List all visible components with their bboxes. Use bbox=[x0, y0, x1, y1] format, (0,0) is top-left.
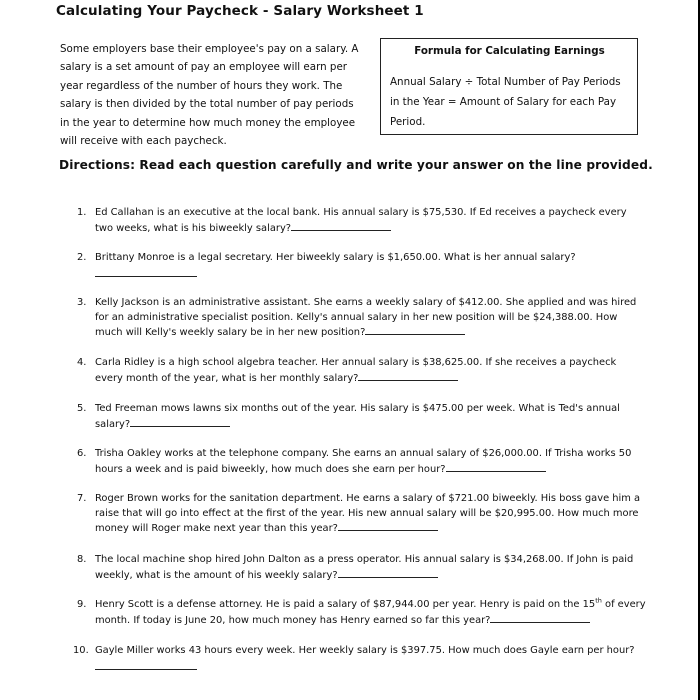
question-1 bbox=[77, 206, 647, 236]
intro-paragraph: Some employers base their employee's pay on a salary. A salary is a set amount of pay an employee will earn per year regardless of the number of hours they work. The salary is then divided by the total number of pay periods in the year to determine how much money the employee will receive with each paycheck. bbox=[60, 43, 359, 148]
answer-line-6[interactable] bbox=[446, 462, 546, 472]
question-8 bbox=[77, 553, 647, 583]
question-4 bbox=[77, 356, 647, 386]
question-10 bbox=[73, 644, 647, 670]
worksheet-title: Calculating Your Paycheck - Salary Worksheet 1 bbox=[56, 3, 424, 19]
answer-line-8[interactable] bbox=[338, 568, 438, 578]
question-text: Gayle Miller works 43 hours every week. Her weekly salary is $397.75. How much does Gayle earn per hour? bbox=[95, 645, 635, 656]
answer-line-4[interactable] bbox=[358, 371, 458, 381]
question-9 bbox=[77, 598, 647, 628]
question-number: 5. bbox=[77, 403, 87, 414]
question-number: 6. bbox=[77, 448, 87, 459]
question-text: Kelly Jackson is an administrative assistant. She earns a weekly salary of $412.00. She applied and was hired for an administrative specialist position. Kelly's annual salary in her new position will be $24,388.00. How much will Kelly's weekly salary be in her new position? bbox=[95, 297, 637, 339]
answer-line-10[interactable] bbox=[95, 659, 197, 670]
question-6 bbox=[77, 447, 647, 477]
question-number: 9. bbox=[77, 599, 87, 610]
question-number: 2. bbox=[77, 252, 87, 263]
directions: Directions: Read each question carefully and write your answer on the line provided. bbox=[59, 158, 653, 172]
question-7 bbox=[77, 492, 647, 537]
answer-line-5[interactable] bbox=[130, 417, 230, 427]
question-text: Roger Brown works for the sanitation department. He earns a salary of $721.00 biweekly. His boss gave him a raise that will go into effect at the first of the year. His new annual salary will be $20,995.00. How much more money will Roger make next year than this year? bbox=[95, 493, 641, 535]
answer-line-2[interactable] bbox=[95, 266, 197, 277]
formula-text: Annual Salary ÷ Total Number of Pay Periods in the Year = Amount of Salary for each Pay Period. bbox=[390, 76, 621, 128]
question-number: 8. bbox=[77, 554, 87, 565]
question-number: 10. bbox=[73, 645, 89, 656]
question-text: Ted Freeman mows lawns six months out of the year. His salary is $475.00 per week. What is Ted's annual salary? bbox=[95, 403, 620, 430]
answer-line-9[interactable] bbox=[490, 613, 590, 623]
answer-line-3[interactable] bbox=[365, 325, 465, 335]
question-text: Henry Scott is a defense attorney. He is paid a salary of $87,944.00 per year. Henry is paid on the 15 bbox=[95, 599, 596, 610]
question-5 bbox=[77, 402, 647, 432]
answer-line-1[interactable] bbox=[291, 221, 391, 231]
question-text-continued: of every month. If today is June 20, how much money has Henry earned so far this year? bbox=[95, 599, 646, 626]
formula-box bbox=[380, 38, 638, 135]
question-text: The local machine shop hired John Dalton as a press operator. His annual salary is $34,268.00. If John is paid weekly, what is the amount of his weekly salary? bbox=[95, 554, 634, 581]
ordinal-suffix: th bbox=[595, 596, 602, 605]
answer-line-7[interactable] bbox=[338, 521, 438, 531]
question-number: 3. bbox=[77, 297, 87, 308]
question-3 bbox=[77, 296, 647, 341]
formula-title: Formula for Calculating Earnings bbox=[414, 45, 605, 57]
question-2 bbox=[77, 251, 647, 277]
question-number: 1. bbox=[77, 207, 87, 218]
question-text: Carla Ridley is a high school algebra teacher. Her annual salary is $38,625.00. If she receives a paycheck every month of the year, what is her monthly salary? bbox=[95, 357, 617, 384]
question-text: Brittany Monroe is a legal secretary. Her biweekly salary is $1,650.00. What is her annual salary? bbox=[95, 252, 576, 263]
question-number: 7. bbox=[77, 493, 87, 504]
question-text: Ed Callahan is an executive at the local bank. His annual salary is $75,530. If Ed receives a paycheck every two weeks, what is his biweekly salary? bbox=[95, 207, 627, 234]
question-number: 4. bbox=[77, 357, 87, 368]
question-text: Trisha Oakley works at the telephone company. She earns an annual salary of $26,000.00. If Trisha works 50 hours a week and is paid biweekly, how much does she earn per hour? bbox=[95, 448, 632, 475]
